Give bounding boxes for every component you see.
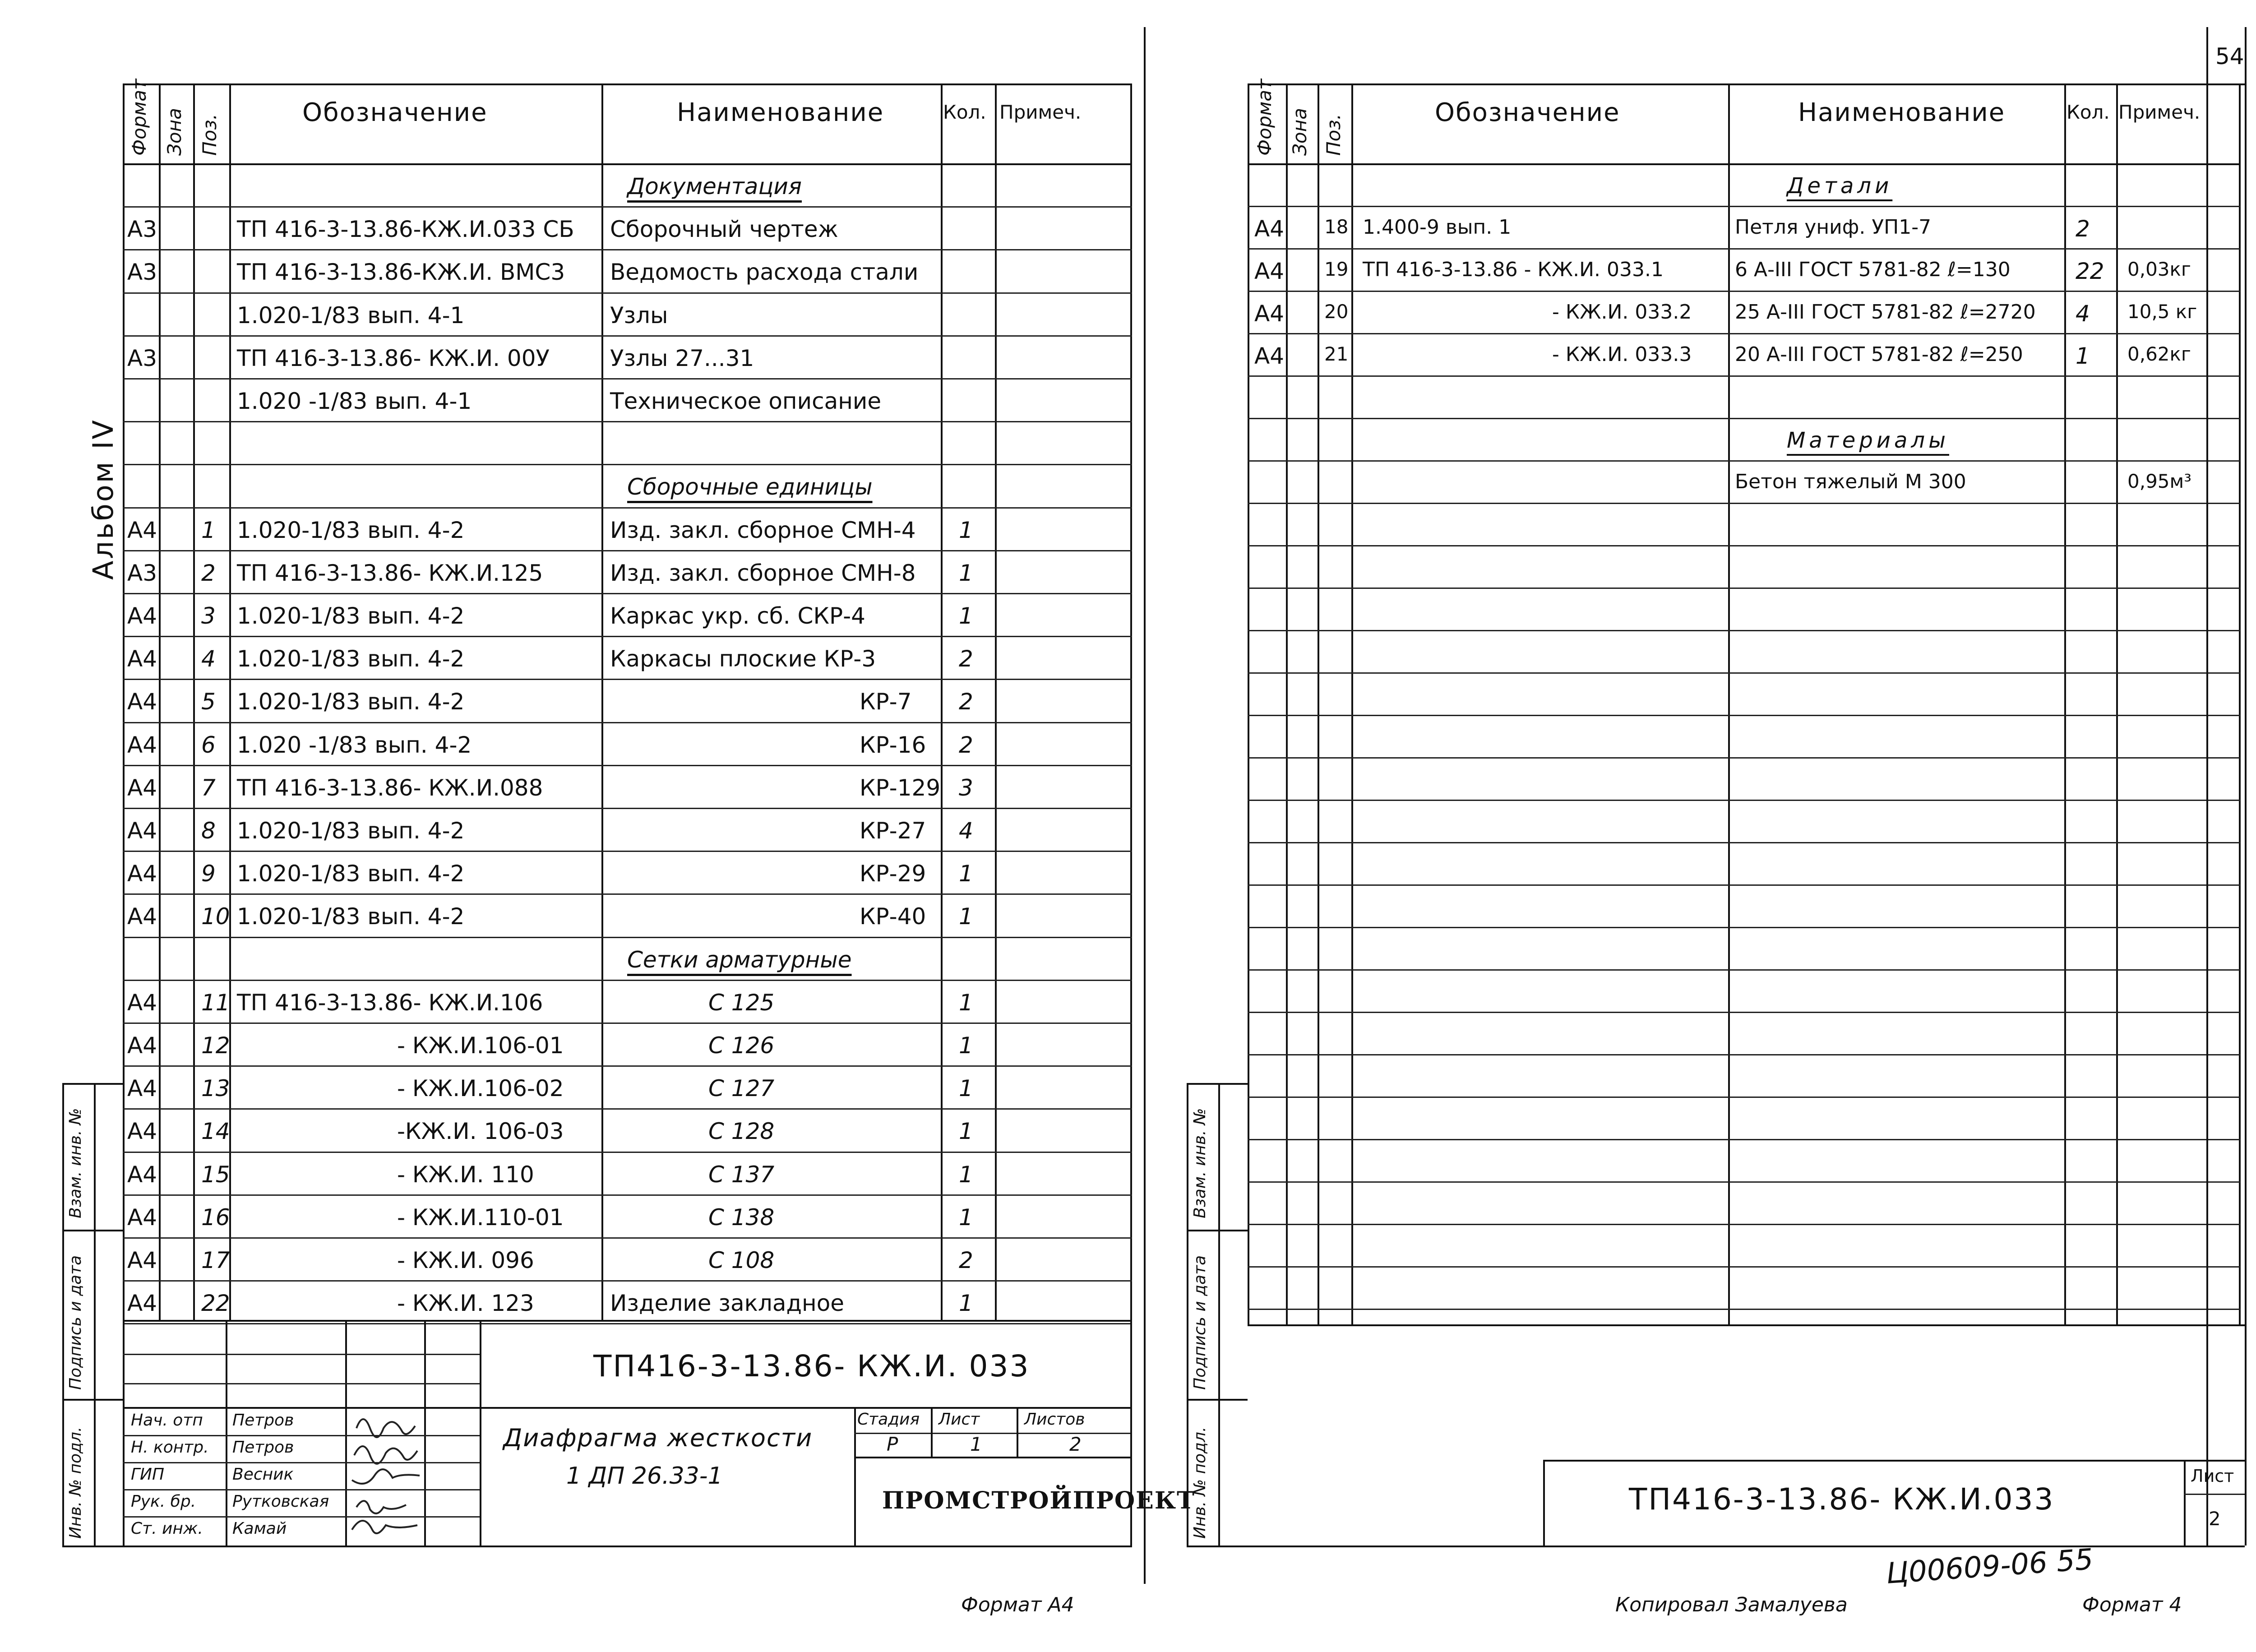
row-name: Изд. закл. сборное СМН-8: [610, 560, 916, 586]
row-designation: - КЖ.И. 033.2: [1552, 301, 1692, 324]
row-quantity: 1: [959, 861, 973, 887]
header-format: Формат: [1253, 79, 1276, 156]
row-quantity: 2: [959, 689, 973, 715]
row-designation: ТП 416-3-13.86- КЖ.И.125: [237, 560, 543, 586]
right-format-note: Формат 4: [2082, 1593, 2182, 1616]
row-quantity: 22: [2076, 258, 2104, 284]
section-heading: Материалы: [1787, 428, 1949, 453]
row-note: 0,03кг: [2127, 258, 2191, 280]
row-format: А4: [1254, 258, 1285, 284]
row-designation: - КЖ.И.110-01: [397, 1204, 564, 1231]
row-name: Ведомость расхода стали: [610, 259, 919, 286]
row-name: С 138: [708, 1204, 775, 1231]
row-note: 0,62кг: [2127, 343, 2191, 365]
header-qty: Кол.: [943, 101, 986, 123]
header-note: Примеч.: [2118, 101, 2201, 123]
person-4: Рутковская: [232, 1492, 329, 1511]
row-format: А3: [127, 259, 157, 286]
archive-number: Ц00609-06 55: [1885, 1543, 2094, 1591]
row-format: А4: [127, 1161, 157, 1188]
stage-value: Р: [887, 1433, 898, 1455]
stage-header: Стадия: [857, 1410, 920, 1429]
row-name: Сборочный чертеж: [610, 216, 838, 243]
row-format: А4: [127, 1118, 157, 1145]
right-side-label-inv-vzam: Взам. инв. №: [1191, 1108, 1209, 1218]
row-designation: 1.020-1/83 вып. 4-2: [237, 646, 465, 672]
row-format: А3: [127, 345, 157, 371]
side-label-inv-podl: Инв. № подл.: [66, 1426, 85, 1539]
row-designation: ТП 416-3-13.86-КЖ.И. ВМС3: [237, 259, 565, 286]
row-position: 22: [201, 1290, 230, 1317]
row-position: 18: [1324, 216, 1349, 238]
person-2: Петров: [232, 1438, 294, 1457]
row-position: 7: [201, 774, 216, 801]
row-name: КР-7: [860, 689, 912, 715]
row-format: А4: [127, 861, 157, 887]
row-name: С 108: [708, 1247, 775, 1273]
row-quantity: 1: [959, 603, 973, 629]
header-name: Наименование: [1798, 98, 2006, 127]
row-designation: 1.020-1/83 вып. 4-2: [237, 903, 465, 930]
row-note: 0,95м³: [2127, 470, 2192, 492]
row-name: 6 А-III ГОСТ 5781-82 ℓ=130: [1735, 258, 2011, 281]
row-format: А3: [127, 216, 157, 243]
row-name: Каркас укр. сб. СКР-4: [610, 603, 865, 629]
row-format: А4: [127, 1247, 157, 1273]
side-label-podpis: Подпись и дата: [66, 1255, 85, 1390]
row-name: С 125: [708, 989, 775, 1016]
signatures-image: [347, 1408, 424, 1546]
side-label-inv-vzam: Взам. инв. №: [66, 1108, 85, 1218]
sheet-header: Лист: [938, 1410, 980, 1429]
row-position: 13: [201, 1075, 230, 1102]
row-quantity: 4: [959, 818, 973, 844]
row-position: 16: [201, 1204, 230, 1231]
row-position: 20: [1324, 301, 1349, 323]
row-name: КР-129: [860, 774, 941, 801]
role-nach-otp: Нач. отп: [131, 1411, 203, 1430]
row-name: С 127: [708, 1075, 775, 1102]
row-quantity: 1: [959, 1290, 973, 1317]
sheet-value: 1: [970, 1433, 982, 1455]
row-name: КР-29: [860, 861, 926, 887]
row-format: А4: [127, 1032, 157, 1059]
row-quantity: 1: [959, 1161, 973, 1188]
role-n-kontr: Н. контр.: [131, 1438, 209, 1457]
organization-name: ПРОМСТРОЙПРОЕКТ: [882, 1487, 1195, 1514]
left-format-note: Формат А4: [961, 1593, 1074, 1616]
row-designation: - КЖ.И. 096: [397, 1247, 534, 1273]
row-name: Узлы 27...31: [610, 345, 754, 371]
row-format: А4: [127, 1075, 157, 1102]
row-name: Изделие закладное: [610, 1290, 845, 1317]
role-ruk-br: Рук. бр.: [131, 1492, 196, 1511]
row-name: 20 А-III ГОСТ 5781-82 ℓ=250: [1735, 343, 2023, 366]
row-position: 3: [201, 603, 216, 629]
row-quantity: 2: [959, 1247, 973, 1273]
role-gip: ГИП: [131, 1465, 165, 1484]
row-name: Узлы: [610, 302, 668, 329]
row-format: А4: [127, 646, 157, 672]
row-name: С 137: [708, 1161, 775, 1188]
row-quantity: 1: [959, 1204, 973, 1231]
row-designation: 1.020 -1/83 вып. 4-2: [237, 731, 472, 758]
row-quantity: 1: [959, 1118, 973, 1145]
row-quantity: 1: [959, 1075, 973, 1102]
drawing-title: Диафрагма жесткости: [503, 1424, 813, 1452]
row-designation: - КЖ.И. 123: [397, 1290, 534, 1317]
row-name: Изд. закл. сборное СМН-4: [610, 517, 916, 543]
row-position: 1: [201, 517, 216, 543]
header-pos: Поз.: [1322, 114, 1345, 156]
row-name: 25 А-III ГОСТ 5781-82 ℓ=2720: [1735, 301, 2036, 324]
sheet-corner-number: 54: [2215, 43, 2244, 69]
row-format: А4: [1254, 343, 1285, 369]
row-name: Бетон тяжелый М 300: [1735, 470, 1966, 493]
row-position: 9: [201, 861, 216, 887]
right-sheet-value: 2: [2209, 1508, 2221, 1530]
row-format: А4: [127, 1204, 157, 1231]
row-name: КР-16: [860, 731, 926, 758]
row-name: Каркасы плоские КР-3: [610, 646, 876, 672]
row-designation: 1.400-9 вып. 1: [1363, 216, 1512, 239]
row-designation: 1.020-1/83 вып. 4-2: [237, 818, 465, 844]
row-designation: ТП 416-3-13.86- КЖ.И.088: [237, 774, 543, 801]
row-designation: ТП 416-3-13.86- КЖ.И. 00У: [237, 345, 550, 371]
row-quantity: 2: [959, 646, 973, 672]
row-quantity: 3: [959, 774, 973, 801]
row-quantity: 4: [2076, 301, 2090, 327]
row-position: 2: [201, 560, 216, 586]
row-position: 15: [201, 1161, 230, 1188]
row-name: Техническое описание: [610, 388, 882, 414]
document-code: ТП416-3-13.86- КЖ.И. 033: [593, 1349, 1030, 1384]
sheets-value: 2: [1069, 1433, 1082, 1455]
right-sheet-header: Лист: [2191, 1466, 2234, 1486]
row-format: А4: [127, 689, 157, 715]
row-position: 10: [201, 903, 230, 930]
row-format: А3: [127, 560, 157, 586]
row-designation: 1.020-1/83 вып. 4-2: [237, 517, 465, 543]
person-5: Камай: [232, 1519, 287, 1538]
row-quantity: 1: [959, 903, 973, 930]
person-1: Петров: [232, 1411, 294, 1430]
header-zone: Зона: [1289, 108, 1311, 156]
row-designation: 1.020-1/83 вып. 4-1: [237, 302, 465, 329]
row-quantity: 2: [2076, 216, 2090, 242]
header-note: Примеч.: [999, 101, 1082, 123]
person-3: Весник: [232, 1465, 294, 1484]
album-label: Альбом IV: [87, 418, 120, 580]
sheets-header: Листов: [1024, 1410, 1085, 1429]
row-format: А4: [127, 818, 157, 844]
header-name: Наименование: [677, 98, 884, 127]
row-designation: - КЖ.И. 033.3: [1552, 343, 1692, 366]
row-quantity: 2: [959, 731, 973, 758]
row-format: А4: [127, 731, 157, 758]
header-pos: Поз.: [199, 114, 221, 156]
row-format: А4: [127, 517, 157, 543]
right-side-label-podpis: Подпись и дата: [1191, 1255, 1209, 1390]
row-format: А4: [127, 903, 157, 930]
row-name: КР-40: [860, 903, 926, 930]
row-position: 11: [201, 989, 230, 1016]
row-designation: ТП 416-3-13.86- КЖ.И.106: [237, 989, 543, 1016]
header-zone: Зона: [163, 108, 185, 156]
row-position: 19: [1324, 258, 1349, 280]
right-side-label-inv-podl: Инв. № подл.: [1191, 1426, 1209, 1539]
drawing-subtitle: 1 ДП 26.33-1: [566, 1462, 723, 1490]
row-note: 10,5 кг: [2127, 301, 2197, 323]
row-position: 12: [201, 1032, 230, 1059]
row-position: 8: [201, 818, 216, 844]
section-heading: Детали: [1787, 173, 1893, 199]
row-designation: ТП 416-3-13.86 - КЖ.И. 033.1: [1363, 258, 1664, 281]
row-designation: - КЖ.И.106-02: [397, 1075, 564, 1102]
row-format: А4: [127, 1290, 157, 1317]
section-heading: Документация: [627, 173, 802, 199]
row-quantity: 1: [959, 560, 973, 586]
row-quantity: 1: [959, 517, 973, 543]
row-format: А4: [127, 774, 157, 801]
section-heading: Сетки арматурные: [627, 946, 852, 973]
row-quantity: 1: [959, 1032, 973, 1059]
header-qty: Кол.: [2066, 101, 2110, 123]
row-quantity: 1: [959, 989, 973, 1016]
row-name: С 128: [708, 1118, 775, 1145]
row-designation: - КЖ.И. 110: [397, 1161, 534, 1188]
row-position: 4: [201, 646, 216, 672]
row-format: А4: [1254, 301, 1285, 327]
header-format: Формат: [128, 79, 150, 156]
row-designation: ТП 416-3-13.86-КЖ.И.033 СБ: [237, 216, 574, 243]
row-position: 21: [1324, 343, 1349, 365]
header-designation: Обозначение: [1435, 98, 1620, 127]
row-name: С 126: [708, 1032, 775, 1059]
row-name: КР-27: [860, 818, 926, 844]
row-designation: - КЖ.И.106-01: [397, 1032, 564, 1059]
section-heading: Сборочные единицы: [627, 474, 873, 500]
row-position: 6: [201, 731, 216, 758]
row-quantity: 1: [2076, 343, 2090, 369]
role-st-inzh: Ст. инж.: [131, 1519, 203, 1538]
row-designation: 1.020-1/83 вып. 4-2: [237, 689, 465, 715]
row-designation: 1.020-1/83 вып. 4-2: [237, 861, 465, 887]
row-designation: 1.020 -1/83 вып. 4-1: [237, 388, 472, 414]
row-position: 14: [201, 1118, 230, 1145]
row-name: Петля униф. УП1-7: [1735, 216, 1932, 239]
row-position: 5: [201, 689, 216, 715]
copied-by: Копировал Замалуева: [1615, 1593, 1848, 1616]
row-format: А4: [127, 603, 157, 629]
row-format: А4: [1254, 216, 1285, 242]
right-document-code: ТП416-3-13.86- КЖ.И.033: [1629, 1482, 2055, 1517]
header-designation: Обозначение: [302, 98, 488, 127]
row-position: 17: [201, 1247, 230, 1273]
row-format: А4: [127, 989, 157, 1016]
row-designation: -КЖ.И. 106-03: [397, 1118, 564, 1145]
row-designation: 1.020-1/83 вып. 4-2: [237, 603, 465, 629]
